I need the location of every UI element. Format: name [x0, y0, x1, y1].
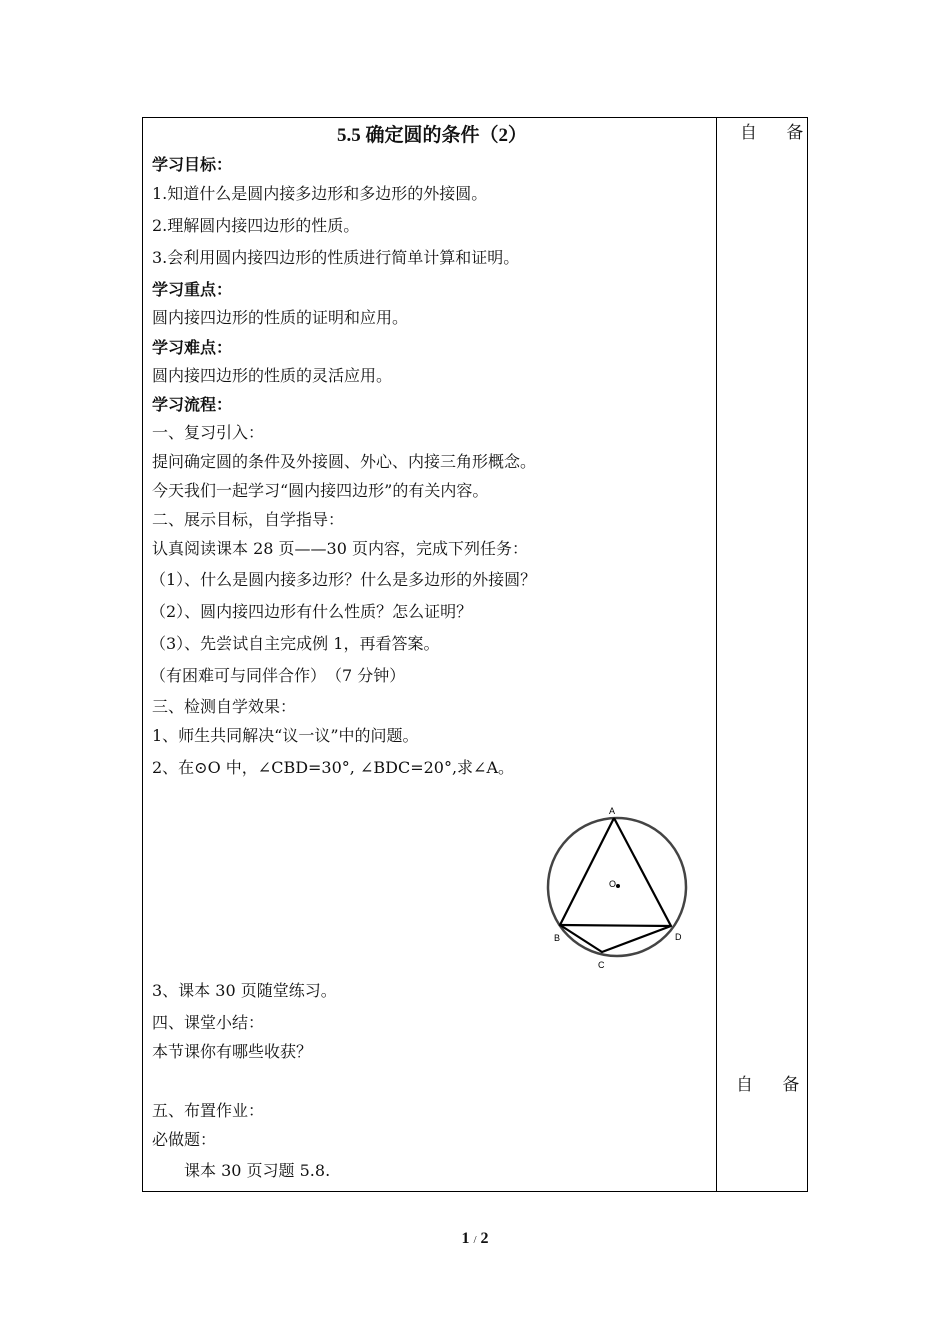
page-total: 2 [480, 1230, 489, 1247]
label-d: D [675, 932, 682, 942]
goal-1: 1.知道什么是圆内接多边形和多边形的外接圆。 [152, 184, 488, 203]
task-3: （3）、先尝试自主完成例 1，再看答案。 [150, 634, 440, 653]
required-label: 必做题： [152, 1130, 217, 1149]
focus-text: 圆内接四边形的性质的证明和应用。 [152, 308, 409, 327]
label-b: B [554, 933, 561, 943]
check-1: 1、师生共同解决“议一议”中的问题。 [152, 726, 419, 745]
task-1: （1）、什么是圆内接多边形？什么是多边形的外接圆？ [150, 570, 537, 589]
label-a: A [609, 806, 616, 816]
page-number [0, 1230, 950, 1248]
heading-focus: 学习重点： [152, 280, 233, 299]
section-5: 五、布置作业： [152, 1101, 265, 1120]
goal-2: 2.理解圆内接四边形的性质。 [152, 216, 360, 235]
label-o: O [609, 879, 617, 889]
page-title: 5.5 确定圆的条件（2） [336, 125, 527, 146]
column-divider [716, 117, 717, 1192]
side-label-bottom: 自 备 [736, 1075, 812, 1095]
section-1-text-1: 提问确定圆的条件及外接圆、外心、内接三角形概念。 [152, 452, 537, 471]
difficulty-text: 圆内接四边形的性质的灵活应用。 [152, 366, 393, 385]
section-4: 四、课堂小结： [152, 1013, 265, 1032]
circle-quadrilateral-figure [540, 800, 700, 980]
task-2: （2）、圆内接四边形有什么性质？怎么证明？ [150, 602, 473, 621]
heading-process: 学习流程： [152, 395, 233, 414]
section-1-text-2: 今天我们一起学习“圆内接四边形”的有关内容。 [152, 481, 489, 500]
section-1: 一、复习引入： [152, 423, 265, 442]
check-2: 2、在⊙O 中，∠CBD=30°, ∠BDC=20°,求∠A。 [152, 758, 515, 777]
summary-question: 本节课你有哪些收获？ [152, 1042, 313, 1061]
diagonal-bd [560, 925, 671, 926]
section-3: 三、检测自学效果： [152, 697, 297, 716]
heading-difficulty: 学习难点： [152, 338, 233, 357]
heading-goals: 学习目标： [152, 155, 233, 174]
homework-text: 课本 30 页习题 5.8. [152, 1161, 331, 1180]
page-current: 1 [461, 1230, 470, 1247]
label-c: C [598, 960, 605, 970]
task-note: （有困难可与同伴合作） （7 分钟） [150, 666, 406, 685]
section-2: 二、展示目标，自学指导： [152, 510, 345, 529]
page-separator: / [473, 1234, 477, 1246]
side-label-top: 自 备 [740, 123, 816, 143]
goal-3: 3.会利用圆内接四边形的性质进行简单计算和证明。 [152, 248, 520, 267]
center-point [616, 884, 620, 888]
section-2-text: 认真阅读课本 28 页——30 页内容，完成下列任务： [152, 539, 528, 558]
check-3: 3、课本 30 页随堂练习。 [152, 981, 337, 1000]
